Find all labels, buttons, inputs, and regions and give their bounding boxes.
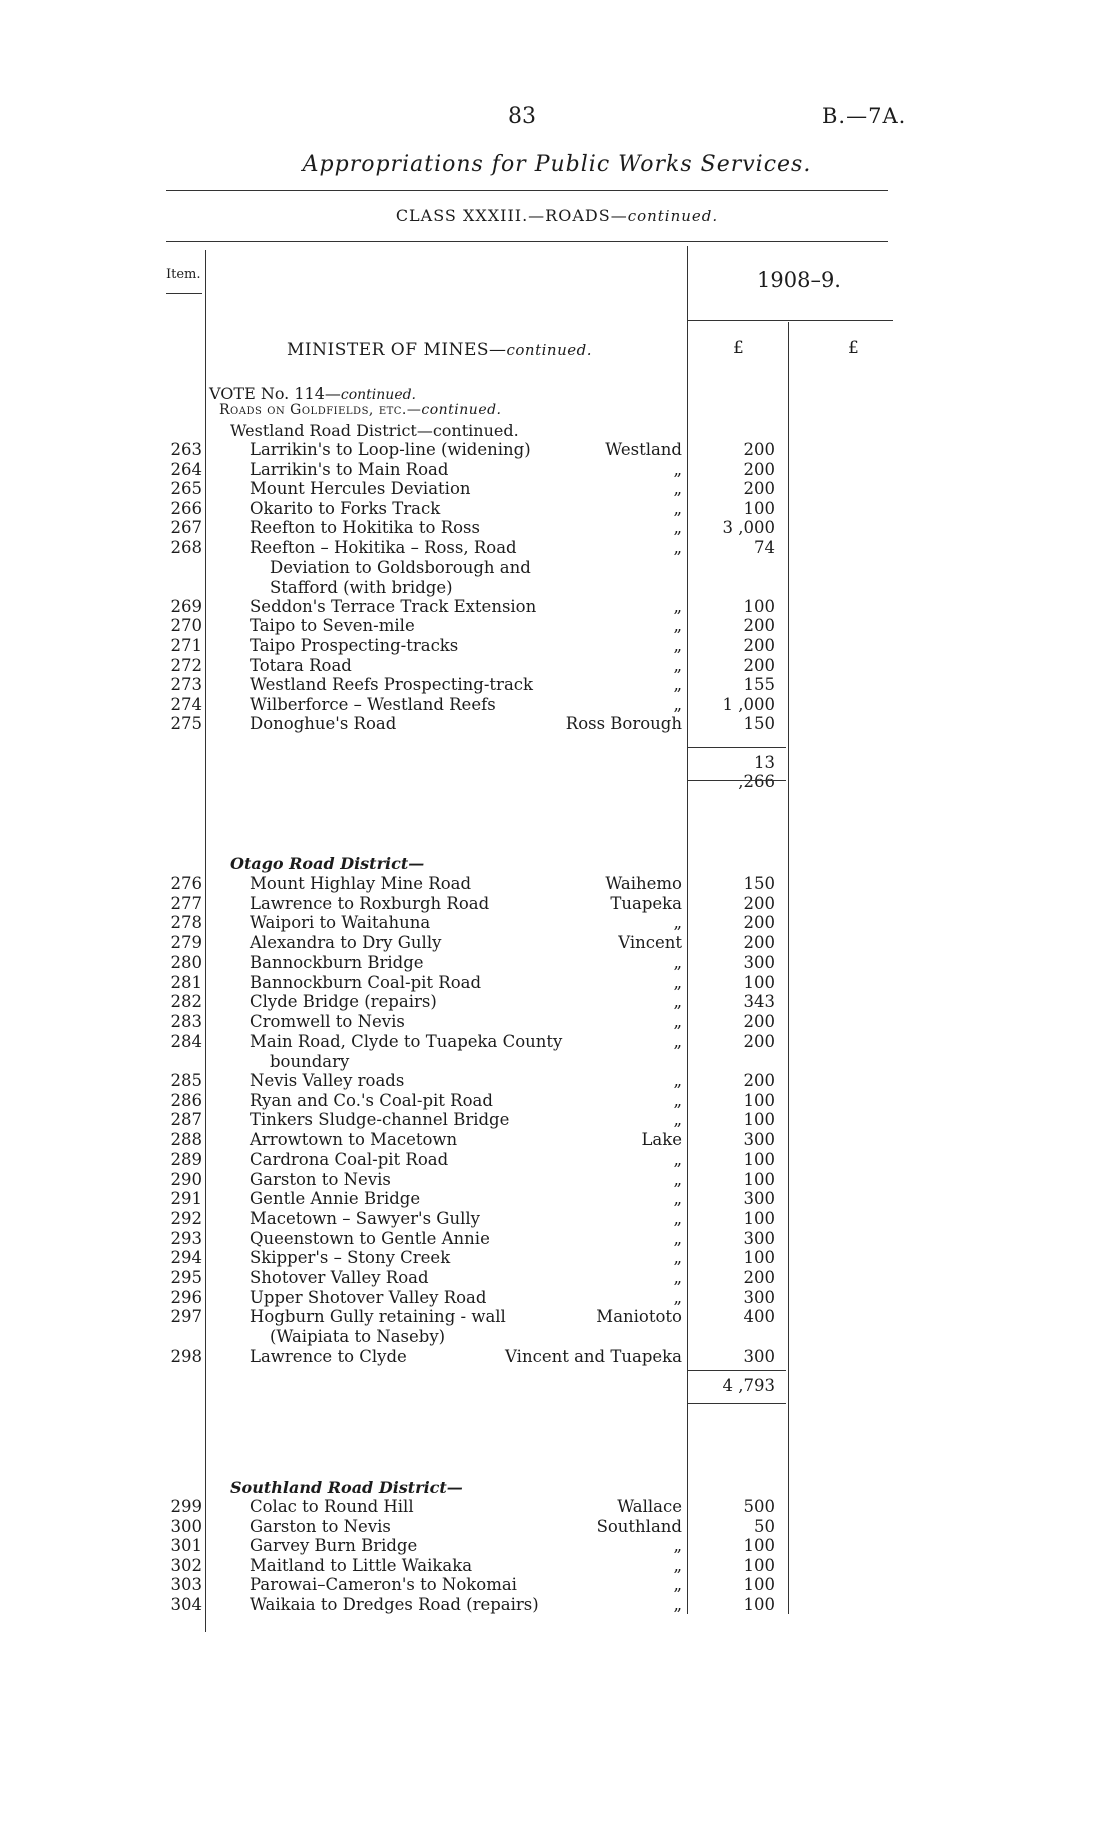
item-number: 295: [170, 1268, 202, 1287]
amount-value: 300: [743, 952, 775, 972]
item-number: 290: [170, 1169, 202, 1189]
otago-total: 4 ,793: [722, 1376, 775, 1395]
county-name: „: [673, 479, 682, 499]
rule: [166, 241, 888, 242]
county-name: „: [673, 1090, 682, 1110]
item-number: 275: [170, 714, 202, 734]
item-number: 265: [170, 479, 202, 499]
county-name: „: [673, 1189, 682, 1209]
item-description: Taipo to Seven-mile: [250, 616, 415, 636]
rule: [166, 190, 888, 191]
item-description: Cardrona Coal-pit Road: [250, 1149, 449, 1169]
amount-value: 100: [743, 1110, 775, 1130]
item-number: 283: [170, 1011, 202, 1031]
item-description-continued: boundary: [270, 1051, 350, 1071]
amount-value: 200: [743, 636, 775, 655]
amount-value: 100: [743, 1090, 775, 1110]
county-name: Westland: [605, 440, 682, 459]
county-name: „: [673, 518, 682, 538]
amount-value: 300: [743, 1287, 775, 1307]
item-description: Tinkers Sludge-channel Bridge: [250, 1110, 510, 1130]
item-description: Garvey Burn Bridge: [250, 1536, 418, 1556]
vote-heading: VOTE No. 114—continued.: [209, 384, 417, 403]
amount-value: 100: [743, 498, 775, 518]
county-name: „: [673, 1208, 682, 1228]
amount-value: 343: [743, 992, 775, 1012]
amount-value: 100: [743, 1169, 775, 1189]
item-description: Alexandra to Dry Gully: [250, 933, 442, 953]
item-description: Skipper's – Stony Creek: [250, 1248, 451, 1268]
item-description: Lawrence to Clyde: [250, 1346, 407, 1366]
item-number: 293: [170, 1228, 202, 1248]
item-number: 274: [170, 694, 202, 714]
pound-symbol: £: [848, 338, 859, 358]
item-description-continued: (Waipiata to Naseby): [270, 1327, 446, 1347]
item-description: Bannockburn Bridge: [250, 952, 424, 972]
item-number: 281: [170, 972, 202, 992]
amount-value: 74: [754, 538, 775, 557]
item-number: 301: [170, 1536, 202, 1556]
county-name: „: [673, 694, 682, 714]
item-description: Lawrence to Roxburgh Road: [250, 893, 490, 913]
item-description: Upper Shotover Valley Road: [250, 1287, 487, 1307]
amount-value: 150: [743, 714, 775, 734]
item-description: Cromwell to Nevis: [250, 1011, 405, 1031]
county-name: „: [673, 1248, 682, 1268]
amount-value: 3 ,000: [722, 518, 775, 538]
item-description: Bannockburn Coal-pit Road: [250, 972, 482, 992]
rule: [166, 293, 202, 294]
county-name: „: [673, 675, 682, 695]
amount-value: 100: [743, 1555, 775, 1575]
item-description: Garston to Nevis: [250, 1516, 391, 1536]
county-name: Vincent and Tuapeka: [505, 1346, 682, 1366]
item-description: Nevis Valley roads: [250, 1071, 405, 1090]
item-description: Reefton to Hokitika to Ross: [250, 518, 480, 538]
county-name: „: [673, 1575, 682, 1595]
county-name: Tuapeka: [610, 893, 682, 913]
county-name: Ross Borough: [565, 714, 682, 734]
county-name: „: [673, 655, 682, 675]
item-description: Hogburn Gully retaining - wall: [250, 1307, 506, 1327]
amount-value: 100: [743, 972, 775, 992]
item-description: Ryan and Co.'s Coal-pit Road: [250, 1090, 493, 1110]
district-heading-southland: Southland Road District—: [230, 1478, 463, 1497]
page-title: Appropriations for Public Works Services.: [302, 152, 812, 177]
pound-symbol: £: [733, 338, 744, 358]
item-description: Maitland to Little Waikaka: [250, 1555, 473, 1575]
item-number: 267: [170, 518, 202, 538]
item-number: 285: [170, 1071, 202, 1090]
amount-value: 100: [743, 1575, 775, 1595]
amount-value: 200: [743, 655, 775, 675]
county-name: „: [673, 972, 682, 992]
item-number: 277: [170, 893, 202, 913]
county-name: „: [673, 952, 682, 972]
item-description: Seddon's Terrace Track Extension: [250, 596, 537, 616]
county-name: „: [673, 992, 682, 1012]
item-description: Taipo Prospecting-tracks: [250, 636, 459, 655]
item-description: Wilberforce – Westland Reefs: [250, 694, 496, 714]
county-name: „: [673, 1169, 682, 1189]
item-number: 268: [170, 538, 202, 557]
total-rule: [688, 1370, 786, 1371]
item-number: 286: [170, 1090, 202, 1110]
item-description: Waipori to Waitahuna: [250, 913, 431, 933]
amount-value: 200: [743, 459, 775, 479]
item-number: 276: [170, 874, 202, 893]
county-name: Lake: [641, 1130, 682, 1150]
item-description: Main Road, Clyde to Tuapeka County: [250, 1031, 563, 1051]
county-name: Southland: [596, 1516, 682, 1536]
item-number: 291: [170, 1189, 202, 1209]
item-description: Waikaia to Dredges Road (repairs): [250, 1595, 539, 1614]
item-description-continued: Deviation to Goldsborough and: [270, 558, 531, 577]
item-description: Larrikin's to Loop-line (widening): [250, 440, 531, 459]
amount-value: 300: [743, 1228, 775, 1248]
column-divider: [205, 250, 206, 1632]
item-number: 300: [170, 1516, 202, 1536]
item-description: Totara Road: [250, 655, 352, 675]
item-number: 292: [170, 1208, 202, 1228]
item-description-continued: Stafford (with bridge): [270, 578, 453, 597]
item-description: Parowai–Cameron's to Nokomai: [250, 1575, 517, 1595]
item-number: 298: [170, 1346, 202, 1366]
item-description: Arrowtown to Macetown: [250, 1130, 458, 1150]
amount-value: 300: [743, 1346, 775, 1366]
district-heading-westland: Westland Road District—continued.: [230, 421, 519, 440]
amount-value: 1 ,000: [722, 694, 775, 714]
county-name: „: [673, 1071, 682, 1090]
amount-value: 400: [743, 1307, 775, 1327]
rule: [687, 320, 893, 321]
amount-value: 100: [743, 596, 775, 616]
item-number: 271: [170, 636, 202, 655]
amount-value: 155: [743, 675, 775, 695]
item-column-header: Item.: [166, 267, 201, 282]
westland-total: 13 ,266: [738, 753, 775, 791]
item-description: Macetown – Sawyer's Gully: [250, 1208, 480, 1228]
item-number: 272: [170, 655, 202, 675]
item-description: Garston to Nevis: [250, 1169, 391, 1189]
county-name: „: [673, 1268, 682, 1287]
item-description: Mount Highlay Mine Road: [250, 874, 472, 893]
amount-value: 200: [743, 616, 775, 636]
item-number: 264: [170, 459, 202, 479]
county-name: „: [673, 1031, 682, 1051]
district-heading-otago: Otago Road District—: [230, 854, 425, 873]
class-heading: CLASS XXXIII.—ROADS—continued.: [395, 206, 719, 225]
item-number: 263: [170, 440, 202, 459]
county-name: „: [673, 1287, 682, 1307]
county-name: „: [673, 636, 682, 655]
county-name: Vincent: [618, 933, 682, 953]
amount-value: 100: [743, 1595, 775, 1614]
county-name: „: [673, 459, 682, 479]
item-number: 278: [170, 913, 202, 933]
item-number: 284: [170, 1031, 202, 1051]
page-number: 83: [508, 104, 536, 129]
amount-value: 200: [743, 1071, 775, 1090]
amount-value: 100: [743, 1248, 775, 1268]
amount-value: 500: [743, 1497, 775, 1516]
item-number: 299: [170, 1497, 202, 1516]
item-number: 289: [170, 1149, 202, 1169]
year-column-header: 1908–9.: [757, 268, 841, 292]
document-reference: B.—7A.: [822, 104, 907, 128]
item-number: 296: [170, 1287, 202, 1307]
item-description: Colac to Round Hill: [250, 1497, 414, 1516]
amount-value: 300: [743, 1130, 775, 1150]
amount-value: 200: [743, 933, 775, 953]
roads-heading: Roads on Goldfields, etc.—continued.: [219, 402, 502, 418]
item-number: 288: [170, 1130, 202, 1150]
county-name: „: [673, 1595, 682, 1614]
county-name: „: [673, 1555, 682, 1575]
item-number: 304: [170, 1595, 202, 1614]
item-number: 287: [170, 1110, 202, 1130]
item-number: 270: [170, 616, 202, 636]
county-name: „: [673, 1011, 682, 1031]
county-name: „: [673, 1149, 682, 1169]
item-number: 273: [170, 675, 202, 695]
amount-value: 200: [743, 479, 775, 499]
county-name: „: [673, 1536, 682, 1556]
county-name: „: [673, 498, 682, 518]
amount-value: 200: [743, 893, 775, 913]
total-rule: [688, 780, 786, 781]
item-number: 303: [170, 1575, 202, 1595]
amount-value: 200: [743, 440, 775, 459]
amount-value: 200: [743, 1031, 775, 1051]
county-name: „: [673, 1228, 682, 1248]
total-rule: [688, 1403, 786, 1404]
item-number: 266: [170, 498, 202, 518]
item-description: Queenstown to Gentle Annie: [250, 1228, 490, 1248]
item-number: 302: [170, 1555, 202, 1575]
amount-value: 100: [743, 1149, 775, 1169]
amount-value: 200: [743, 913, 775, 933]
county-name: „: [673, 913, 682, 933]
item-number: 282: [170, 992, 202, 1012]
county-name: Maniototo: [596, 1307, 682, 1327]
item-number: 294: [170, 1248, 202, 1268]
column-divider: [687, 246, 688, 1614]
amount-value: 100: [743, 1208, 775, 1228]
item-number: 280: [170, 952, 202, 972]
county-name: „: [673, 1110, 682, 1130]
county-name: Wallace: [617, 1497, 682, 1516]
amount-value: 100: [743, 1536, 775, 1556]
total-rule: [688, 747, 786, 748]
item-description: Shotover Valley Road: [250, 1268, 429, 1287]
amount-value: 300: [743, 1189, 775, 1209]
item-description: Clyde Bridge (repairs): [250, 992, 437, 1012]
item-description: Donoghue's Road: [250, 714, 397, 734]
item-description: Mount Hercules Deviation: [250, 479, 471, 499]
column-divider: [788, 322, 789, 1614]
county-name: „: [673, 596, 682, 616]
item-description: Westland Reefs Prospecting-track: [250, 675, 534, 695]
item-number: 297: [170, 1307, 202, 1327]
item-number: 279: [170, 933, 202, 953]
item-description: Reefton – Hokitika – Ross, Road: [250, 538, 517, 557]
item-description: Larrikin's to Main Road: [250, 459, 449, 479]
amount-value: 200: [743, 1011, 775, 1031]
county-name: „: [673, 538, 682, 557]
item-number: 269: [170, 596, 202, 616]
amount-value: 50: [754, 1516, 775, 1536]
item-description: Okarito to Forks Track: [250, 498, 441, 518]
amount-value: 200: [743, 1268, 775, 1287]
county-name: Waihemo: [605, 874, 682, 893]
item-description: Gentle Annie Bridge: [250, 1189, 421, 1209]
county-name: „: [673, 616, 682, 636]
minister-heading: MINISTER OF MINES—continued.: [287, 340, 592, 360]
amount-value: 150: [743, 874, 775, 893]
